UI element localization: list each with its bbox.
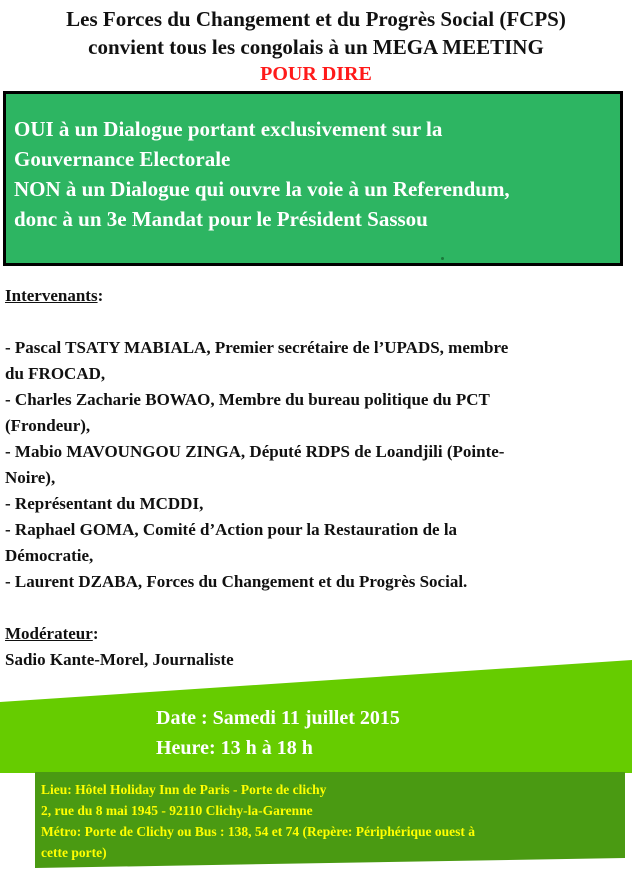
moderator-heading (5, 621, 627, 647)
venue-details (41, 779, 621, 863)
speaker-line: (Frondeur), (5, 416, 91, 435)
speakers-heading-colon: : (97, 286, 104, 305)
speaker-line: Noire), (5, 468, 56, 487)
spacer (5, 595, 627, 621)
venue-line: 2, rue du 8 mai 1945 - 92110 Clichy-la-Garenne (41, 803, 313, 818)
moderator-name: Sadio Kante-Morel, Journaliste (5, 650, 234, 669)
speaker-line: - Représentant du MCDDI, (5, 494, 204, 513)
speaker-line: - Raphael GOMA, Comité d’Action pour la Restauration de la (5, 520, 458, 539)
moderator-heading-colon: : (92, 624, 99, 643)
event-hours: Heure: 13 h à 18 h (156, 737, 313, 759)
message-line: donc à un 3e Mandat pour le Président Sassou (14, 207, 428, 231)
speaker-line: - Laurent DZABA, Forces du Changement et du Progrès Social. (5, 572, 468, 591)
message-line: Gouvernance Electorale (14, 147, 231, 171)
decorative-dot (441, 257, 444, 260)
venue-line: cette porte) (41, 845, 107, 860)
flyer-title-line-2: convient tous les congolais à un MEGA MEETING (88, 35, 544, 59)
venue-line: Lieu: Hôtel Holiday Inn de Paris - Porte de clichy (41, 782, 327, 797)
message-line: NON à un Dialogue qui ouvre la voie à un Referendum, (14, 177, 510, 201)
venue-line: Métro: Porte de Clichy ou Bus : 138, 54 et 74 (Repère: Périphérique ouest à (41, 824, 476, 839)
moderator-heading-text: Modérateur (5, 624, 93, 643)
speakers-heading-text: Intervenants (5, 286, 98, 305)
date-banner (0, 660, 632, 775)
message-line: OUI à un Dialogue portant exclusivement sur la (14, 117, 443, 141)
speaker-line: - Mabio MAVOUNGOU ZINGA, Député RDPS de Loandjili (Pointe- (5, 442, 505, 461)
spacer (5, 309, 627, 335)
speaker-line: - Charles Zacharie BOWAO, Membre du bureau politique du PCT (5, 390, 490, 409)
speaker-line: du FROCAD, (5, 364, 106, 383)
venue-box (35, 772, 625, 868)
flyer-subtitle: POUR DIRE (260, 63, 372, 85)
flyer-title-line-1: Les Forces du Changement et du Progrès Social (FCPS) (66, 7, 566, 31)
speakers-section (5, 283, 627, 673)
event-date: Date : Samedi 11 juillet 2015 (156, 707, 400, 729)
message-box (3, 91, 623, 266)
speaker-line: - Pascal TSATY MABIALA, Premier secrétaire de l’UPADS, membre (5, 338, 509, 357)
speaker-line: Démocratie, (5, 546, 94, 565)
speakers-heading (5, 283, 627, 309)
